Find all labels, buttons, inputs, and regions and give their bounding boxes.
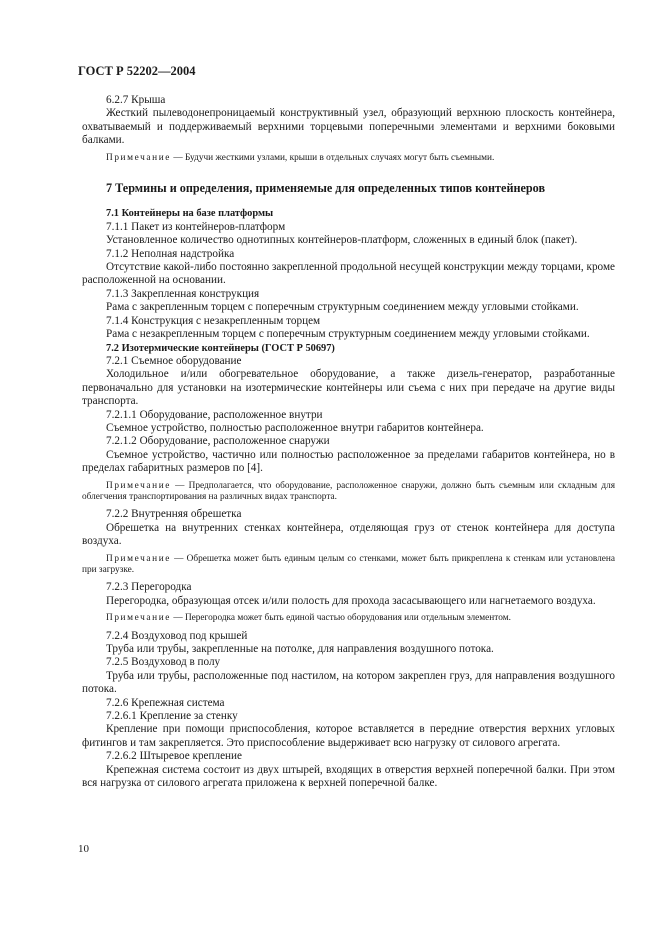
clause-heading: 7.2.6 Крепежная система [106, 696, 225, 709]
clause-text: Съемное устройство, частично или полностью расположенное за пределами габаритов контейнера, но в пределах габаритных размеров по [4]. [82, 448, 615, 475]
note-text: — Перегородка может быть единой частью оборудования или отдельным элементом. [171, 613, 511, 624]
clause-text: Обрешетка на внутренних стенках контейнера, отделяющая груз от стенок контейнера для доступа воздуха. [82, 521, 615, 548]
page-number: 10 [78, 843, 89, 855]
clause-text: Труба или трубы, расположенные под настилом, на котором закреплен груз, для направления воздушного потока. [82, 669, 615, 696]
note [82, 481, 615, 504]
clause-text: Перегородка, образующая отсек и/или полость для прохода засасывающего или нагнетаемого воздуха. [106, 594, 596, 607]
clause-heading: 7.1.3 Закрепленная конструкция [106, 287, 260, 300]
note [82, 613, 615, 624]
note-text: — Обрешетка может быть единым целым со стенками, может быть прикреплена к стенкам или установлена при загрузке. [82, 553, 615, 575]
document-body [82, 94, 615, 791]
clause-heading: 7.2.3 Перегородка [106, 581, 192, 594]
document-header: ГОСТ Р 52202—2004 [78, 64, 196, 78]
clause-heading: 7.2.2 Внутренняя обрешетка [106, 508, 242, 521]
clause-text: Установленное количество однотипных контейнеров-платформ, сложенных в единый блок (пакет). [106, 234, 578, 247]
clause-text: Холодильное и/или обогревательное оборудование, а также дизель-генератор, разработанные первоначально для установки на изотермические контейнеры или съема с них при передаче на другие виды транспорта. [82, 368, 615, 408]
clause-heading: 7.2.1 Съемное оборудование [106, 354, 242, 367]
clause-heading: 6.2.7 Крыша [106, 94, 166, 106]
subsection-title: 7.2 Изотермические контейнеры (ГОСТ Р 50697) [106, 342, 335, 354]
clause-heading: 7.1.2 Неполная надстройка [106, 247, 235, 260]
clause-text: Съемное устройство, полностью расположенное внутри габаритов контейнера. [106, 421, 484, 434]
subsection-title: 7.1 Контейнеры на базе платформы [106, 208, 274, 220]
clause-text: Рама с закрепленным торцем с поперечным структурным соединением между угловыми стойками. [106, 301, 579, 314]
clause-heading: 7.2.4 Воздуховод под крышей [106, 629, 248, 642]
note [82, 554, 615, 577]
clause-text: Отсутствие какой-либо постоянно закрепленной продольной несущей конструкции между торцами, кроме расположенной на основании. [82, 261, 615, 287]
note [82, 153, 615, 164]
note-label: Примечание [106, 152, 171, 163]
clause-text: Крепление при помощи приспособления, которое вставляется в передние отверстия верхних угловых фитингов и там закрепляется. Это приспособление выдерживает всю нагрузку от силового агрегата. [82, 723, 615, 749]
note-label: Примечание [106, 480, 171, 491]
note-label: Примечание [106, 553, 171, 564]
clause-heading: 7.2.1.2 Оборудование, расположенное снаружи [106, 435, 330, 448]
clause-text: Жесткий пылеводонепроницаемый конструктивный узел, образующий верхнюю плоскость контейнера, охватываемый и поддерживаемый верхними торцевыми поперечными элементами и верхними боковыми балками. [82, 107, 615, 147]
clause-heading: 7.1.1 Пакет из контейнеров-платформ [106, 220, 286, 233]
clause-text: Крепежная система состоит из двух штырей, входящих в отверстия верхней поперечной балки. При этом вся нагрузка от силового агрегата приложена к верхней поперечной балке. [82, 763, 615, 790]
note-text: — Предполагается, что оборудование, расположенное снаружи, должно быть съемным или складным для облегчения транспортирования на различных видах транспорта. [82, 480, 615, 502]
clause-text: Труба или трубы, закрепленные на потолке, для направления воздушного потока. [106, 643, 494, 656]
note-label: Примечание [106, 613, 171, 624]
clause-heading: 7.2.5 Воздуховод в полу [106, 656, 221, 669]
section-title: 7 Термины и определения, применяемые для определенных типов контейнеров [106, 181, 546, 196]
note-text: — Будучи жесткими узлами, крыши в отдельных случаях могут быть съемными. [171, 152, 495, 163]
clause-text: Рама с незакрепленным торцем с поперечным структурным соединением между угловыми стойками. [106, 328, 590, 341]
clause-heading: 7.2.6.1 Крепление за стенку [106, 710, 238, 723]
clause-heading: 7.2.6.2 Штыревое крепление [106, 750, 242, 763]
clause-heading: 7.1.4 Конструкция с незакрепленным торцем [106, 314, 321, 327]
clause-heading: 7.2.1.1 Оборудование, расположенное внутри [106, 408, 323, 421]
